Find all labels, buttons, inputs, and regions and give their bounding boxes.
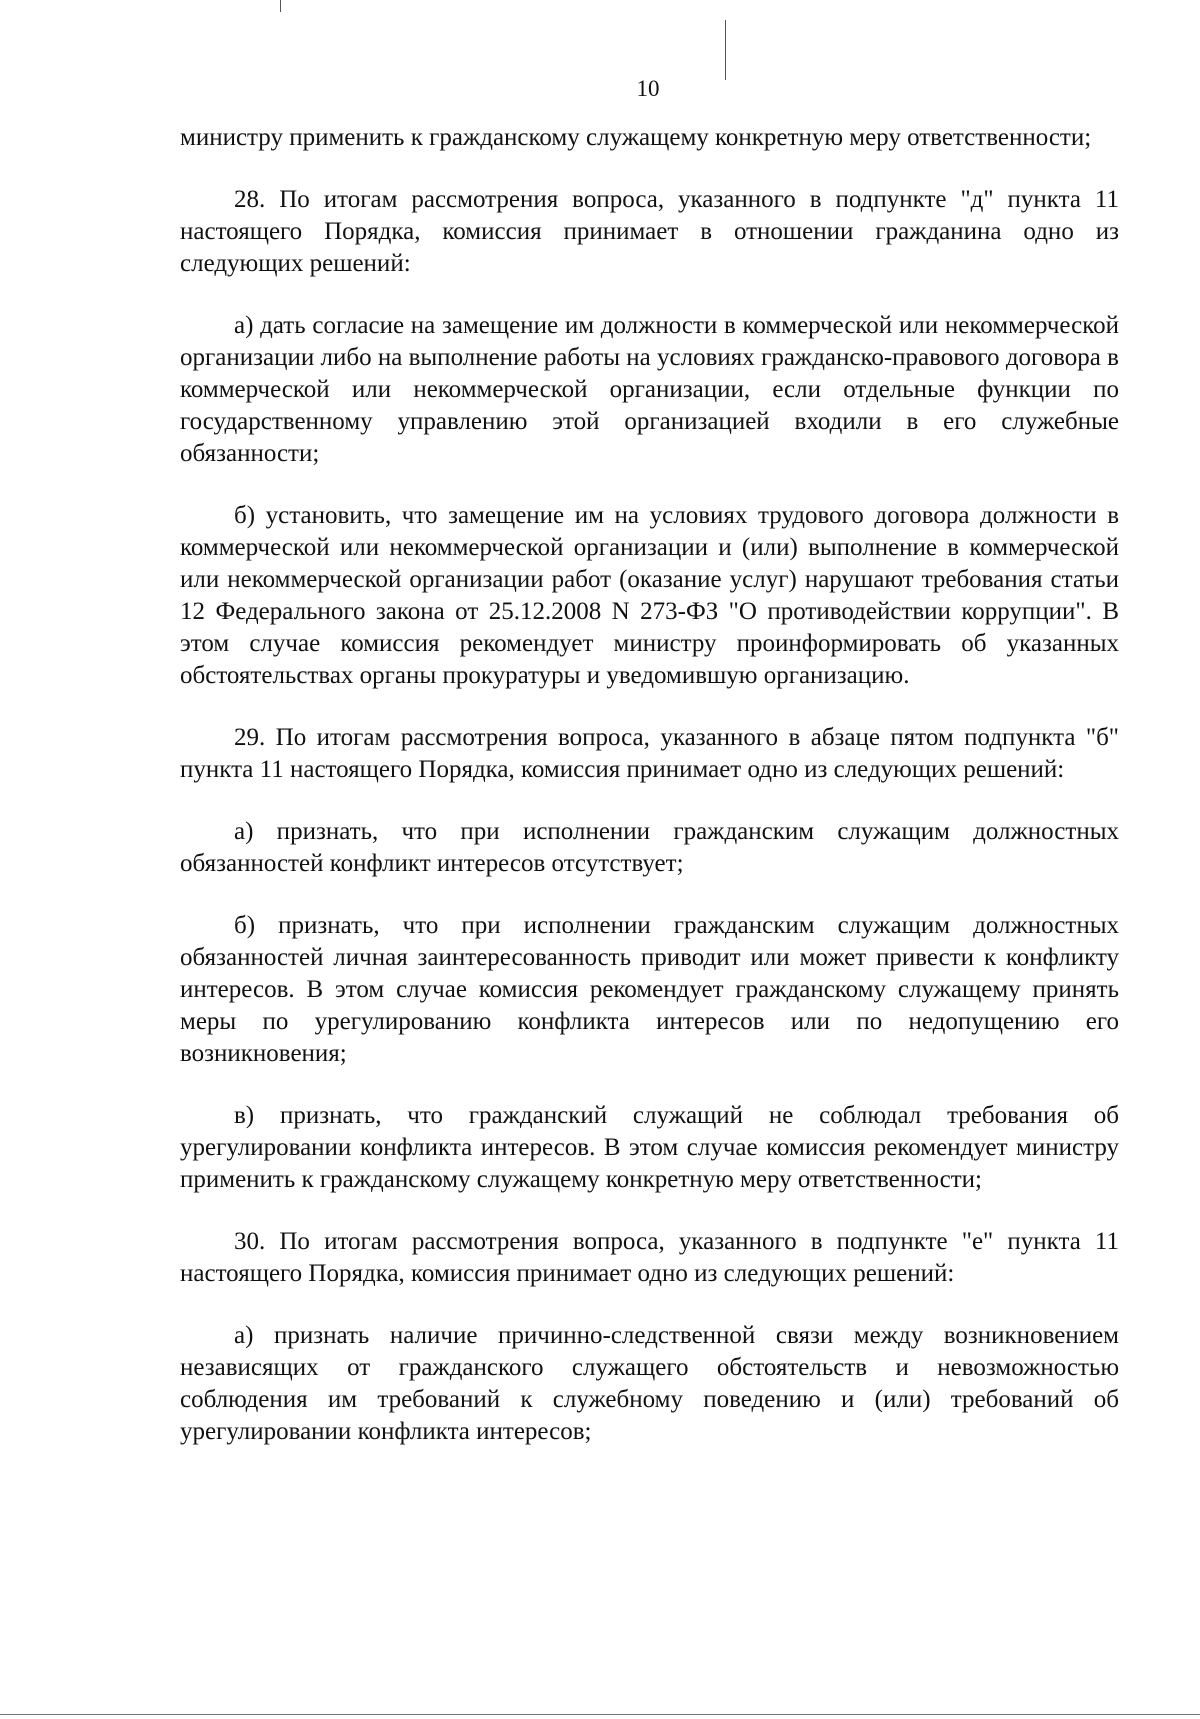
scan-artifact-line bbox=[280, 0, 281, 12]
paragraph-item-28-b: б) установить, что замещение им на условиях трудового договора должности в коммерческой или некоммерческой организации и (или) выполнение в коммерческой или некоммерческой организации работ (оказание услуг) нарушают требования статьи 12 Федерального закона от 25.12.2008 N 273-ФЗ "О противодействии коррупции". В этом случае комиссия рекомендует министру проинформировать об указанных обстоятельствах органы прокуратуры и уведомившую организацию. bbox=[180, 502, 1119, 689]
paragraph-item-29: 29. По итогам рассмотрения вопроса, указанного в абзаце пятом подпункта "б" пункта 11 настоящего Порядка, комиссия принимает одно из следующих решений: bbox=[180, 724, 1119, 783]
paragraph-continuation: министру применить к гражданскому служащему конкретную меру ответственности; bbox=[180, 124, 1092, 151]
page-number: 10 bbox=[636, 76, 660, 101]
scan-artifact-line bbox=[0, 1714, 1200, 1715]
document-body bbox=[180, 122, 1119, 1478]
paragraph-item-29-a: а) признать, что при исполнении гражданским служащим должностных обязанностей конфликт интересов отсутствует; bbox=[180, 818, 1119, 877]
paragraph-item-30: 30. По итогам рассмотрения вопроса, указанного в подпункте "е" пункта 11 настоящего Порядка, комиссия принимает одно из следующих решений: bbox=[180, 1228, 1119, 1287]
paragraph-item-28-a: а) дать согласие на замещение им должности в коммерческой или некоммерческой организации либо на выполнение работы на условиях гражданско-правового договора в коммерческой или некоммерческой организации, если отдельные функции по государственному управлению этой организацией входили в его служебные обязанности; bbox=[180, 312, 1119, 467]
paragraph-item-28: 28. По итогам рассмотрения вопроса, указанного в подпункте "д" пункта 11 настоящего Порядка, комиссия принимает в отношении гражданина одно из следующих решений: bbox=[180, 186, 1119, 277]
scan-artifact-line bbox=[725, 20, 726, 80]
paragraph-item-30-a: а) признать наличие причинно-следственной связи между возникновением независящих от гражданского служащего обстоятельств и невозможностью соблюдения им требований к служебному поведению и (или) требований об урегулировании конфликта интересов; bbox=[180, 1322, 1119, 1445]
paragraph-item-29-c: в) признать, что гражданский служащий не соблюдал требования об урегулировании конфликта интересов. В этом случае комиссия рекомендует министру применить к гражданскому служащему конкретную меру ответственности; bbox=[180, 1102, 1119, 1193]
paragraph-item-29-b: б) признать, что при исполнении гражданским служащим должностных обязанностей личная заинтересованность приводит или может привести к конфликту интересов. В этом случае комиссия рекомендует гражданскому служащему принять меры по урегулированию конфликта интересов или по недопущению его возникновения; bbox=[180, 912, 1119, 1067]
